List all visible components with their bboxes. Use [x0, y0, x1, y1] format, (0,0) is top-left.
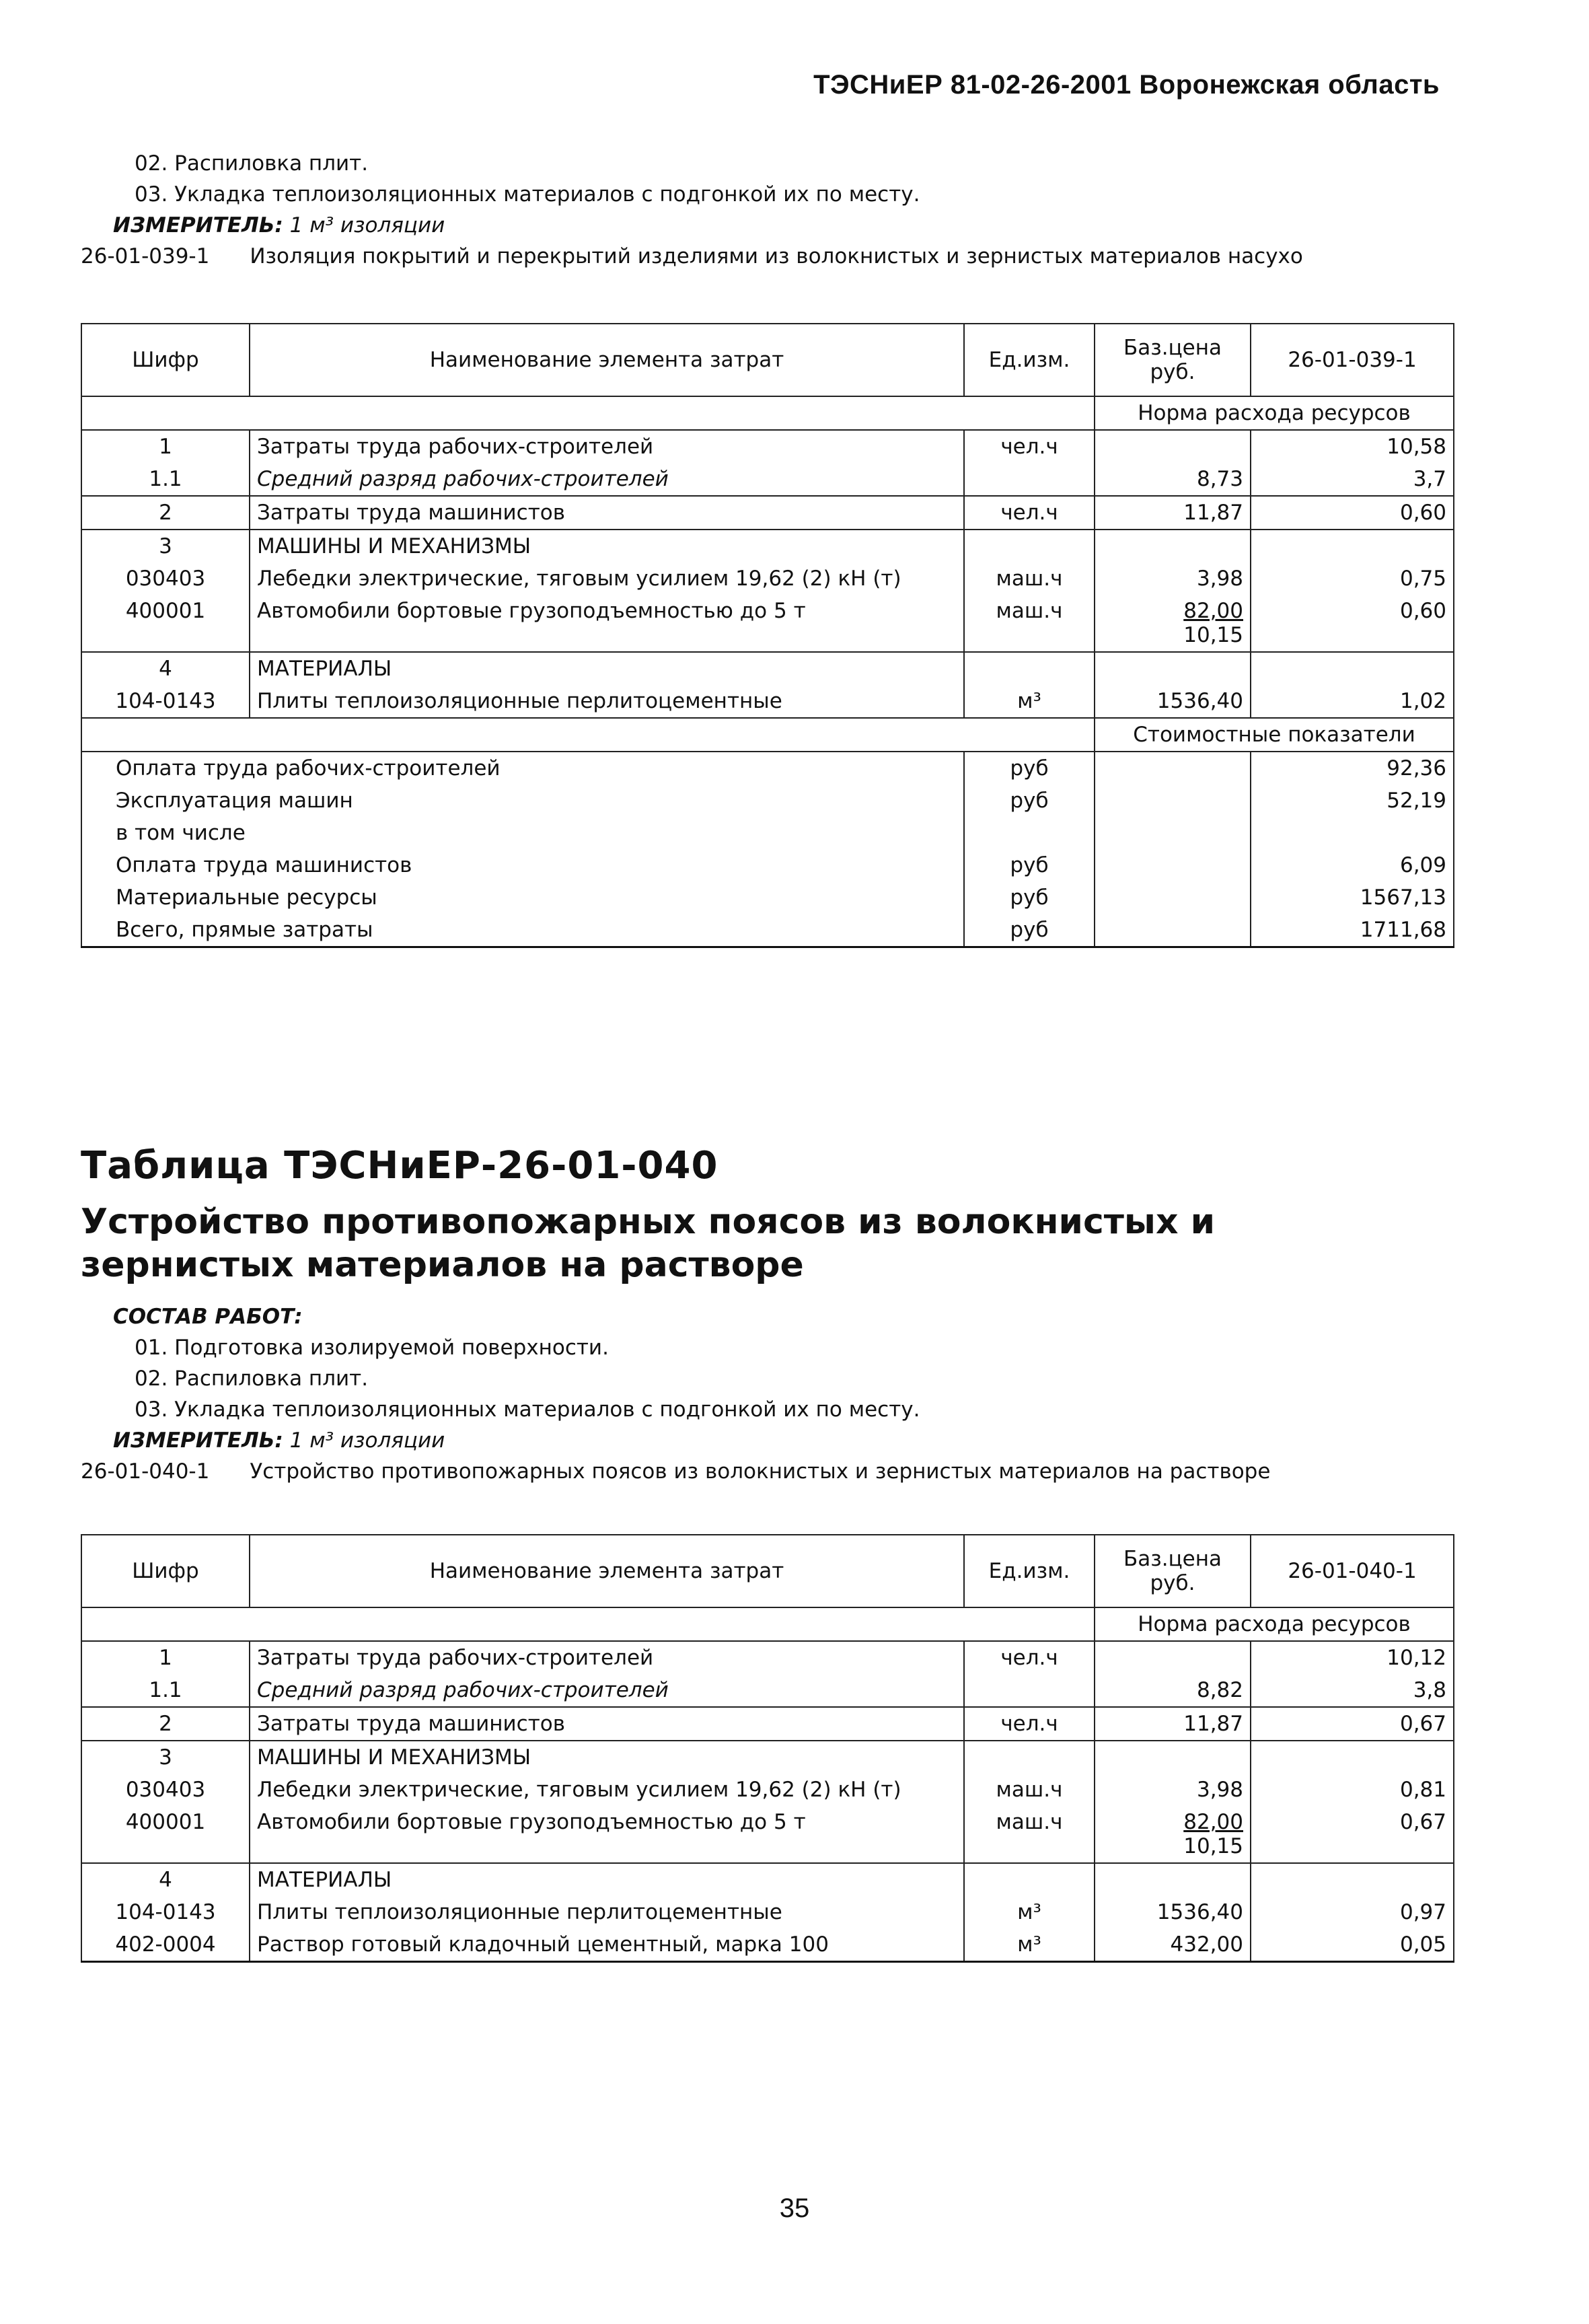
- cost-row: Оплата труда рабочих-строителей руб 92,36: [81, 752, 1454, 785]
- measure-label: ИЗМЕРИТЕЛЬ:: [113, 213, 283, 238]
- table-row: 2 Затраты труда машинистов чел.ч 11,87 0,60: [81, 496, 1454, 530]
- norm-code: 26-01-039-1: [81, 244, 210, 268]
- norm-band: Норма расхода ресурсов: [1095, 396, 1454, 430]
- header-unit: Ед.изм.: [964, 324, 1095, 396]
- table-row: 2 Затраты труда машинистов чел.ч 11,87 0,67: [81, 1707, 1454, 1741]
- price-line: 10,15: [1183, 1834, 1243, 1858]
- header-name: Наименование элемента затрат: [250, 324, 964, 396]
- resource-table-039: [81, 323, 1454, 948]
- work-step: 02. Распиловка плит.: [135, 1367, 369, 1391]
- header-price: Баз.цена руб.: [1095, 324, 1251, 396]
- table-row: 1.1 Средний разряд рабочих-строителей 8,73 3,7: [81, 463, 1454, 496]
- price-line: 10,15: [1183, 623, 1243, 647]
- price-line: 82,00: [1183, 1810, 1243, 1834]
- price-line: 82,00: [1183, 599, 1243, 623]
- header-unit: Ед.изм.: [964, 1535, 1095, 1607]
- header-code: Шифр: [81, 1535, 250, 1607]
- cost-row: в том числе: [81, 817, 1454, 849]
- cost-row: Всего, прямые затраты руб 1711,68: [81, 914, 1454, 947]
- table-row: 400001 Автомобили бортовые грузоподъемностью до 5 т маш.ч 82,00 10,15 0,60: [81, 595, 1454, 652]
- cost-band: Стоимостные показатели: [1095, 718, 1454, 752]
- composition-label: СОСТАВ РАБОТ:: [113, 1305, 303, 1329]
- table-row: 1.1 Средний разряд рабочих-строителей 8,82 3,8: [81, 1674, 1454, 1707]
- table-row: 3 МАШИНЫ И МЕХАНИЗМЫ: [81, 1741, 1454, 1774]
- header-name: Наименование элемента затрат: [250, 1535, 964, 1607]
- table-row: 104-0143 Плиты теплоизоляционные перлитоцементные м³ 1536,40 0,97: [81, 1896, 1454, 1928]
- measure-value: 1 м³ изоляции: [289, 213, 445, 238]
- work-step: 03. Укладка теплоизоляционных материалов с подгонкой их по месту.: [135, 182, 920, 207]
- header-norm-code: 26-01-039-1: [1251, 324, 1454, 396]
- table-title: Таблица ТЭСНиЕР-26-01-040: [81, 1144, 718, 1188]
- table-row: 030403 Лебедки электрические, тяговым усилием 19,62 (2) кН (т) маш.ч 3,98 0,75: [81, 562, 1454, 595]
- table-row: 400001 Автомобили бортовые грузоподъемностью до 5 т маш.ч 82,00 10,15 0,67: [81, 1806, 1454, 1863]
- norm-description: Устройство противопожарных поясов из волокнистых и зернистых материалов на растворе: [250, 1459, 1271, 1484]
- cost-row: Оплата труда машинистов руб 6,09: [81, 849, 1454, 881]
- cost-row: Эксплуатация машин руб 52,19: [81, 785, 1454, 817]
- work-step: 02. Распиловка плит.: [135, 151, 369, 176]
- top-work-description: [81, 148, 1433, 272]
- norm-code: 26-01-040-1: [81, 1459, 210, 1484]
- table-row: 1 Затраты труда рабочих-строителей чел.ч 10,12: [81, 1641, 1454, 1674]
- measure-line: [81, 1425, 1433, 1456]
- measure-label: ИЗМЕРИТЕЛЬ:: [113, 1428, 283, 1453]
- page-header: ТЭСНиЕР 81-02-26-2001 Воронежская область: [813, 70, 1440, 100]
- page-number: 35: [779, 2193, 810, 2223]
- table-subtitle: Устройство противопожарных поясов из волокнистых и зернистых материалов на растворе: [81, 1202, 1216, 1285]
- norm-code-line: [81, 241, 1433, 272]
- header-code: Шифр: [81, 324, 250, 396]
- table-row: 4 МАТЕРИАЛЫ: [81, 1863, 1454, 1896]
- norm-description: Изоляция покрытий и перекрытий изделиями из волокнистых и зернистых материалов насухо: [250, 244, 1303, 268]
- norm-code-line: [81, 1456, 1433, 1487]
- work-composition: [81, 1301, 1433, 1487]
- table-row: 4 МАТЕРИАЛЫ: [81, 652, 1454, 685]
- resource-table-040: [81, 1534, 1454, 1963]
- work-step: 01. Подготовка изолируемой поверхности.: [135, 1336, 609, 1360]
- table-row: 3 МАШИНЫ И МЕХАНИЗМЫ: [81, 530, 1454, 562]
- table-row: 1 Затраты труда рабочих-строителей чел.ч 10,58: [81, 430, 1454, 463]
- cost-row: Материальные ресурсы руб 1567,13: [81, 881, 1454, 914]
- measure-line: [81, 210, 1433, 241]
- header-price: Баз.цена руб.: [1095, 1535, 1251, 1607]
- table-row: 104-0143 Плиты теплоизоляционные перлитоцементные м³ 1536,40 1,02: [81, 685, 1454, 718]
- table-row: 030403 Лебедки электрические, тяговым усилием 19,62 (2) кН (т) маш.ч 3,98 0,81: [81, 1774, 1454, 1806]
- work-step: 03. Укладка теплоизоляционных материалов с подгонкой их по месту.: [135, 1397, 920, 1422]
- measure-value: 1 м³ изоляции: [289, 1428, 445, 1453]
- table-row: 402-0004 Раствор готовый кладочный цементный, марка 100 м³ 432,00 0,05: [81, 1928, 1454, 1962]
- norm-band: Норма расхода ресурсов: [1095, 1607, 1454, 1641]
- header-norm-code: 26-01-040-1: [1251, 1535, 1454, 1607]
